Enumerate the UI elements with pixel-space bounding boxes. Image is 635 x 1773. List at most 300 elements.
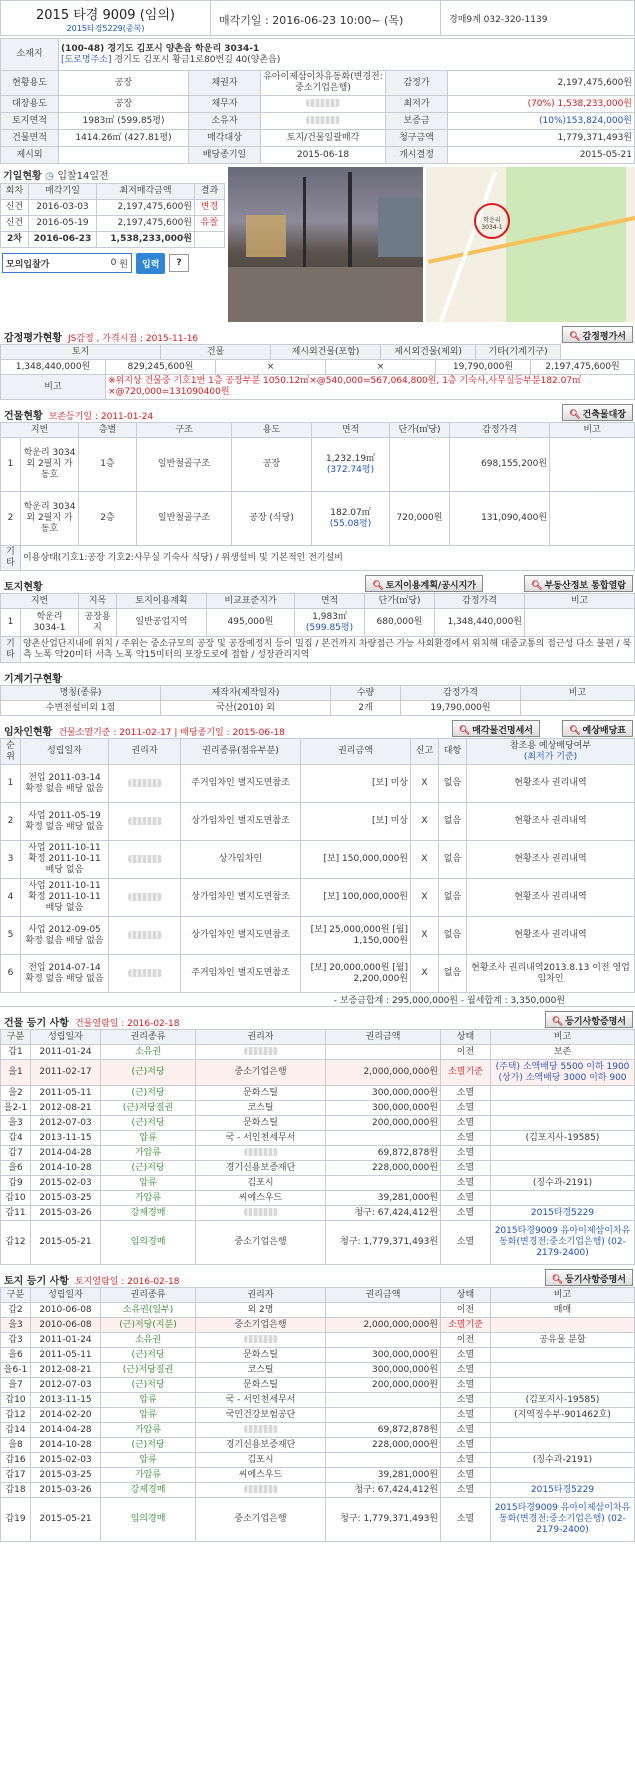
land-registry-button[interactable] xyxy=(545,1269,633,1286)
case-header xyxy=(0,0,635,36)
reg-date: 2015-05-21 xyxy=(31,1498,101,1542)
summary-label: 감정가 xyxy=(386,71,448,96)
building-register-label: 건축물대장 xyxy=(582,410,626,420)
reg-kind: 갑12 xyxy=(1,1408,31,1423)
building-cell: 698,155,200원 xyxy=(450,438,550,492)
lease-dividend: 현황조사 권리내역2013.8.13 이전 영업임차인 xyxy=(467,955,635,993)
lease-table xyxy=(0,738,635,765)
reg-kind: 을6-1 xyxy=(1,1363,31,1378)
building-area-pyeong: (55.08평) xyxy=(329,518,372,529)
building-header: 비고 xyxy=(550,423,635,438)
reg-right-type: 가압류 xyxy=(101,1146,196,1161)
reg-holder xyxy=(196,1146,326,1161)
building-header: 용도 xyxy=(232,423,312,438)
land-cell xyxy=(525,609,635,637)
lease-amount: [보] 20,000,000원 [월] 2,200,000원 xyxy=(301,955,411,993)
table-row xyxy=(1,1468,635,1483)
table-row xyxy=(1,1131,635,1146)
table-row xyxy=(1,1318,635,1333)
appraisal-header: 기타(기계기구) xyxy=(476,345,561,360)
summary-value: 1414.26㎡ (427.81평) xyxy=(59,130,189,147)
map-pin-label: 학운리 3034-1 xyxy=(481,217,503,231)
building-cell: 학운리 3034 외 2필지 가동호 xyxy=(21,438,79,492)
reg-status: 소멸 xyxy=(441,1423,491,1438)
lease-rank: 4 xyxy=(1,879,21,917)
reg-status: 소멸 xyxy=(441,1453,491,1468)
reg-amount: 228,000,000원 xyxy=(326,1161,441,1176)
building-cell: 일반철골구조 xyxy=(137,492,232,546)
land-plan-button[interactable] xyxy=(365,575,483,592)
reg-holder: 중소기업은행 xyxy=(196,1060,326,1086)
reg-right-type: 강제경매 xyxy=(101,1206,196,1221)
building-cell xyxy=(550,438,635,492)
reg-amount: 청구: 1,779,371,493원 xyxy=(326,1498,441,1542)
lease-opposing: 없음 xyxy=(439,803,467,841)
building-cell: 1층 xyxy=(79,438,137,492)
help-button[interactable]: ? xyxy=(169,254,188,272)
reg-amount: 200,000,000원 xyxy=(326,1116,441,1131)
machine-section-header xyxy=(0,667,635,685)
reg-right-type: 압류 xyxy=(101,1393,196,1408)
machine-header: 감정가격 xyxy=(401,686,521,701)
summary-value: 2015-06-18 xyxy=(261,147,386,164)
lease-header: 성립일자 xyxy=(21,739,109,765)
search-icon: 🔍︎ xyxy=(372,581,384,591)
reg-holder: 문화스틸 xyxy=(196,1378,326,1393)
lease-report: X xyxy=(411,803,439,841)
reg-holder: 씨에스우드 xyxy=(196,1191,326,1206)
reg-header: 구분 xyxy=(1,1288,31,1303)
building-sub: 보존등기일 : 2011-01-24 xyxy=(48,412,154,422)
reg-right-type: (근)저당 xyxy=(101,1060,196,1086)
reg-kind: 갑10 xyxy=(1,1191,31,1206)
reg-amount: 69,872,878원 xyxy=(326,1146,441,1161)
building-etc-label: 기타 xyxy=(1,546,21,571)
reg-note xyxy=(491,1318,635,1333)
table-row xyxy=(1,1378,635,1393)
history-cell: 신건 xyxy=(1,216,29,232)
reg-note: (김포지사-19585) xyxy=(491,1131,635,1146)
reg-kind: 갑18 xyxy=(1,1483,31,1498)
machine-table xyxy=(0,685,635,716)
property-photo[interactable] xyxy=(228,167,423,322)
reg-note: (주택) 소액배당 5500 이하 1900 (상가) 소액배당 3000 이하 900 xyxy=(491,1060,635,1086)
land-table xyxy=(0,593,635,663)
appraisal-header: 건물 xyxy=(161,345,271,360)
reg-note: (징수과-2191) xyxy=(491,1453,635,1468)
table-row xyxy=(1,1423,635,1438)
table-row xyxy=(1,1333,635,1348)
building-cell: 131,090,400원 xyxy=(450,492,550,546)
table-row xyxy=(1,1116,635,1131)
reg-kind: 갑12 xyxy=(1,1221,31,1265)
reg-kind: 갑16 xyxy=(1,1453,31,1468)
land-header: 비고 xyxy=(525,594,635,609)
reg-status: 소멸 xyxy=(441,1408,491,1423)
reg-holder: 경기신용보증재단 xyxy=(196,1438,326,1453)
reg-header: 권리자 xyxy=(196,1288,326,1303)
reg-date: 2015-03-26 xyxy=(31,1206,101,1221)
lease-dividend: 현황조사 권리내역 xyxy=(467,917,635,955)
reg-note xyxy=(491,1161,635,1176)
reg-note xyxy=(491,1423,635,1438)
building-header: 단가(㎡당) xyxy=(390,423,450,438)
table-row xyxy=(1,1498,635,1542)
reg-note: 보존 xyxy=(491,1045,635,1060)
reg-amount: 2,000,000,000원 xyxy=(326,1060,441,1086)
lease-dates: 전입 2014-07-14 확정 없음 배당 없음 xyxy=(21,955,109,993)
reg-right-type: 임의경매 xyxy=(101,1221,196,1265)
reg-header: 성립일자 xyxy=(31,1288,101,1303)
lease-amount: [보] 100,000,000원 xyxy=(301,879,411,917)
lease-header-dividend xyxy=(467,739,635,765)
machine-cell xyxy=(521,701,635,716)
lease-opposing: 없음 xyxy=(439,955,467,993)
reg-holder: 외 2명 xyxy=(196,1303,326,1318)
mock-bid-unit: 원 xyxy=(119,259,128,270)
table-row xyxy=(1,1221,635,1265)
reg-right-type: 압류 xyxy=(101,1176,196,1191)
road-label[interactable]: [도로명주소] xyxy=(61,54,112,65)
building-cell: 학운리 3034 외 2필지 가동호 xyxy=(21,492,79,546)
appraisal-value: 2,197,475,600원 xyxy=(448,71,635,96)
summary-label: 토지면적 xyxy=(1,113,59,130)
building-cell: 공장 (식당) xyxy=(232,492,312,546)
lease-rows-table xyxy=(0,764,635,993)
reg-holder xyxy=(196,1483,326,1498)
reg-header: 상태 xyxy=(441,1288,491,1303)
building-title: 건물현황 xyxy=(4,411,43,422)
reg-right-type: 소유권 xyxy=(101,1045,196,1060)
mock-bid-label: 모의입찰가 xyxy=(6,259,50,270)
lease-type: 주거임차인 별지도면참조 xyxy=(181,765,301,803)
lease-opposing: 없음 xyxy=(439,879,467,917)
lease-dates: 사업 2011-10-11 확정 2011-10-11 배당 없음 xyxy=(21,841,109,879)
reg-kind: 갑9 xyxy=(1,1176,31,1191)
reg-right-type: (근)저당 xyxy=(101,1378,196,1393)
reg-kind: 을6 xyxy=(1,1348,31,1363)
summary-value: 공장 xyxy=(59,96,189,113)
lease-dates: 사업 2012-09-05 확정 없음 배당 없음 xyxy=(21,917,109,955)
bldg-reg-section-header xyxy=(0,1011,635,1029)
reg-note xyxy=(491,1438,635,1453)
location-label: 소재지 xyxy=(1,39,59,71)
reg-note: (징수과-2191) xyxy=(491,1176,635,1191)
land-header: 면적 xyxy=(295,594,365,609)
reg-right-type: 강제경매 xyxy=(101,1483,196,1498)
reg-note: 2015타경5229 xyxy=(491,1206,635,1221)
reg-date: 2015-05-21 xyxy=(31,1221,101,1265)
redacted-name xyxy=(128,817,162,825)
lease-holder xyxy=(109,917,181,955)
lease-total: - 보증금합계 : 295,000,000원 - 월세합계 : 3,350,000원 xyxy=(0,993,635,1007)
machine-header: 비고 xyxy=(521,686,635,701)
expected-dividend-button[interactable] xyxy=(562,720,633,737)
building-table xyxy=(0,422,635,571)
mock-bid-submit-button[interactable]: 입력 xyxy=(136,253,165,274)
table-row xyxy=(1,701,635,716)
lease-holder xyxy=(109,955,181,993)
reg-right-type: (근)저당질권 xyxy=(101,1363,196,1378)
building-area xyxy=(312,438,390,492)
days-badge: 입찰14일전 xyxy=(57,171,109,182)
reg-holder: 중소기업은행 xyxy=(196,1318,326,1333)
table-row xyxy=(1,1393,635,1408)
land-reg-section-header xyxy=(0,1269,635,1287)
appraisal-total: 2,197,475,600원 xyxy=(531,360,635,375)
summary-label: 건물면적 xyxy=(1,130,59,147)
reg-date: 2014-04-28 xyxy=(31,1146,101,1161)
reg-right-type: 가압류 xyxy=(101,1423,196,1438)
appraisal-report-button[interactable] xyxy=(562,326,633,343)
reg-kind: 을2 xyxy=(1,1086,31,1101)
land-title: 토지현황 xyxy=(4,582,43,593)
reg-kind: 을6 xyxy=(1,1161,31,1176)
reg-right-type: (근)저당 xyxy=(101,1348,196,1363)
case-sub[interactable]: 2015타경5229(중복) xyxy=(66,24,145,33)
reg-status: 이전 xyxy=(441,1303,491,1318)
lease-amount: [보] 미상 xyxy=(301,765,411,803)
reg-holder xyxy=(196,1206,326,1221)
building-header: 감정가격 xyxy=(450,423,550,438)
reg-amount: 39,281,000원 xyxy=(326,1191,441,1206)
reg-note xyxy=(491,1378,635,1393)
reg-status: 소멸 xyxy=(441,1348,491,1363)
reg-holder: 국 - 서인천세무서 xyxy=(196,1131,326,1146)
lease-holder xyxy=(109,879,181,917)
reg-holder xyxy=(196,1423,326,1438)
bldg-reg-title: 건물 등기 사항 xyxy=(4,1018,69,1029)
reg-amount: 228,000,000원 xyxy=(326,1438,441,1453)
reg-note: 공유물 분할 xyxy=(491,1333,635,1348)
history-title: 기일현황 xyxy=(3,171,42,182)
lease-dividend: 현황조사 권리내역 xyxy=(467,879,635,917)
building-register-button[interactable] xyxy=(562,404,633,421)
location-map[interactable] xyxy=(426,167,635,322)
reg-holder: 중소기업은행 xyxy=(196,1221,326,1265)
building-cell xyxy=(390,438,450,492)
appraisal-section-header xyxy=(0,326,635,344)
reg-status: 소멸 xyxy=(441,1363,491,1378)
reg-amount xyxy=(326,1303,441,1318)
summary-value xyxy=(59,147,189,164)
appraisal-header: 제시외건물(제외) xyxy=(381,345,476,360)
reg-note xyxy=(491,1348,635,1363)
bldg-reg-sub: 건물열람일 : 2016-02-18 xyxy=(74,1019,180,1029)
summary-label: 배당종기일 xyxy=(189,147,261,164)
land-cell: 495,000원 xyxy=(207,609,295,637)
reg-holder: 국민건강보험공단 xyxy=(196,1408,326,1423)
summary-label: 채무자 xyxy=(189,96,261,113)
reg-status: 소멸 xyxy=(441,1498,491,1542)
reg-amount: 300,000,000원 xyxy=(326,1101,441,1116)
reg-note xyxy=(491,1116,635,1131)
reg-amount xyxy=(326,1176,441,1191)
appraisal-header: 제시외건물(포함) xyxy=(271,345,381,360)
reg-amount xyxy=(326,1408,441,1423)
appraisal-note: ※위지상 건물중 기호1번 1층 공장부분 1050.12㎡×@540,000=567,064,800원, 1층 기숙사,사무실등부분182.07㎡×@720,000=131090400원 xyxy=(106,375,635,400)
lease-section-header xyxy=(0,720,635,738)
history-header: 매각기일 xyxy=(29,184,97,200)
building-cell xyxy=(550,492,635,546)
building-header: 면적 xyxy=(312,423,390,438)
machine-header: 수량 xyxy=(331,686,401,701)
reg-status: 소멸 xyxy=(441,1378,491,1393)
reg-amount: 300,000,000원 xyxy=(326,1086,441,1101)
building-section-header xyxy=(0,404,635,422)
lease-type: 상가임차인 별지도면참조 xyxy=(181,803,301,841)
reg-header: 권리금액 xyxy=(326,1288,441,1303)
reg-status: 소멸 xyxy=(441,1131,491,1146)
case-number: 2015 타경 9009 (임의) xyxy=(36,8,175,23)
sale-date: 매각기일 : 2016-06-23 10:00~ (목) xyxy=(211,1,441,35)
mock-bid-box xyxy=(2,253,132,273)
reg-kind: 갑3 xyxy=(1,1333,31,1348)
sale-spec-label: 매각물건명세서 xyxy=(472,726,533,736)
mock-bid-input[interactable]: 0 xyxy=(110,258,117,268)
reg-amount: 39,281,000원 xyxy=(326,1468,441,1483)
redacted-name xyxy=(128,931,162,939)
history-cell: 2016-06-23 xyxy=(29,232,97,248)
search-icon: 🔍︎ xyxy=(551,1017,564,1027)
reg-date: 2014-10-28 xyxy=(31,1438,101,1453)
lease-dates: 사업 2011-10-11 확정 2011-10-11 배당 없음 xyxy=(21,879,109,917)
history-cell: 1,538,233,000원 xyxy=(97,232,195,248)
reg-holder: 중소기업은행 xyxy=(196,1498,326,1542)
lease-rank: 1 xyxy=(1,765,21,803)
land-section-header xyxy=(0,575,635,593)
history-header: 회차 xyxy=(1,184,29,200)
table-row xyxy=(1,609,635,637)
lease-dividend: 현황조사 권리내역 xyxy=(467,803,635,841)
reg-holder: 코스틸 xyxy=(196,1363,326,1378)
reg-kind: 갑17 xyxy=(1,1468,31,1483)
land-reg-sub: 토지열람일 : 2016-02-18 xyxy=(74,1277,180,1287)
reg-note xyxy=(491,1146,635,1161)
history-cell: 2016-03-03 xyxy=(29,200,97,216)
reg-right-type: (근)저당(지분) xyxy=(101,1318,196,1333)
lease-header: 대항 xyxy=(439,739,467,765)
summary-label: 청구금액 xyxy=(386,130,448,147)
reg-note xyxy=(491,1086,635,1101)
lease-amount: [보] 150,000,000원 xyxy=(301,841,411,879)
land-area xyxy=(295,609,365,637)
reg-date: 2011-05-11 xyxy=(31,1348,101,1363)
redacted-name xyxy=(244,1047,278,1055)
history-cell: 신건 xyxy=(1,200,29,216)
lease-header: 순위 xyxy=(1,739,21,765)
reg-holder xyxy=(196,1333,326,1348)
lease-header-sub: (최저가 기준) xyxy=(523,751,578,762)
land-cell: 1,348,440,000원 xyxy=(435,609,525,637)
claim-amount: 1,779,371,493원 xyxy=(448,130,635,147)
redacted-name xyxy=(128,893,162,901)
building-header: 층별 xyxy=(79,423,137,438)
redacted-name xyxy=(244,1485,278,1493)
reg-status: 이전 xyxy=(441,1333,491,1348)
search-icon: 🔍︎ xyxy=(551,1275,564,1285)
reg-date: 2015-03-26 xyxy=(31,1483,101,1498)
reg-right-type: (근)저당 xyxy=(101,1116,196,1131)
table-row xyxy=(1,1045,635,1060)
reg-kind: 갑10 xyxy=(1,1393,31,1408)
reg-right-type: 소유권 xyxy=(101,1333,196,1348)
reg-kind: 갑19 xyxy=(1,1498,31,1542)
appraisal-title: 감정평가현황 xyxy=(4,333,62,344)
reg-date: 2015-02-03 xyxy=(31,1453,101,1468)
reg-status: 소멸기준 xyxy=(441,1060,491,1086)
table-row xyxy=(1,841,635,879)
table-row xyxy=(1,1086,635,1101)
realestate-info-button[interactable] xyxy=(524,575,633,592)
lease-amount: [보] 미상 xyxy=(301,803,411,841)
table-row xyxy=(1,1101,635,1116)
lease-header: 참조용 예상배당여부 xyxy=(509,740,592,751)
sale-spec-button[interactable] xyxy=(452,720,540,737)
lease-title: 임차인현황 xyxy=(4,727,53,738)
summary-value: 유아이제삼이차유동화(변경전:중소기업은행) xyxy=(261,71,386,96)
search-icon: 🔍︎ xyxy=(569,332,581,342)
appraisal-extra-excl: × xyxy=(326,360,436,375)
reg-date: 2011-02-17 xyxy=(31,1060,101,1086)
lease-opposing: 없음 xyxy=(439,917,467,955)
bldg-registry-button[interactable] xyxy=(545,1011,633,1028)
building-cell: 1 xyxy=(1,438,21,492)
history-area xyxy=(0,167,635,322)
appraisal-header: 토지 xyxy=(1,345,161,360)
reg-date: 2014-04-28 xyxy=(31,1423,101,1438)
table-row xyxy=(1,1363,635,1378)
history-cell: 2016-05-19 xyxy=(29,216,97,232)
lease-report: X xyxy=(411,917,439,955)
lease-holder xyxy=(109,765,181,803)
reg-status: 소멸 xyxy=(441,1438,491,1453)
appraisal-extra-incl: × xyxy=(216,360,326,375)
land-cell: 일반공업지역 xyxy=(117,609,207,637)
land-etc-label: 기타 xyxy=(1,637,21,663)
land-registry-label: 등기사항증명서 xyxy=(565,1275,626,1285)
reg-date: 2015-02-03 xyxy=(31,1176,101,1191)
table-row xyxy=(1,1483,635,1498)
reg-right-type: (근)저당 xyxy=(101,1438,196,1453)
reg-amount: 청구: 67,424,412원 xyxy=(326,1483,441,1498)
reg-date: 2013-11-15 xyxy=(31,1131,101,1146)
history-cell: 2,197,475,600원 xyxy=(97,200,195,216)
building-cell: 공장 xyxy=(232,438,312,492)
summary-label: 현황용도 xyxy=(1,71,59,96)
machine-cell: 국산(2010) 외 xyxy=(161,701,331,716)
reg-status: 소멸 xyxy=(441,1191,491,1206)
building-area-m2: 182.07㎡ xyxy=(330,507,371,518)
land-header: 단가(㎡당) xyxy=(365,594,435,609)
reg-date: 2011-01-24 xyxy=(31,1045,101,1060)
lease-header: 권리금액 xyxy=(301,739,411,765)
summary-label: 매각대상 xyxy=(189,130,261,147)
reg-holder: 김포시 xyxy=(196,1453,326,1468)
table-row xyxy=(1,1206,635,1221)
redacted-name xyxy=(244,1425,278,1433)
reg-amount xyxy=(326,1131,441,1146)
machine-cell: 수변전설비외 1점 xyxy=(1,701,161,716)
land-reg-title: 토지 등기 사항 xyxy=(4,1276,69,1287)
reg-right-type: 소유권(일부) xyxy=(101,1303,196,1318)
search-icon: 🔍︎ xyxy=(458,726,471,736)
machine-cell: 19,790,000원 xyxy=(401,701,521,716)
reg-header: 비고 xyxy=(491,1288,635,1303)
building-header: 구조 xyxy=(137,423,232,438)
reg-note: (지역징수부-901462호) xyxy=(491,1408,635,1423)
history-result: 유찰 xyxy=(195,216,225,232)
